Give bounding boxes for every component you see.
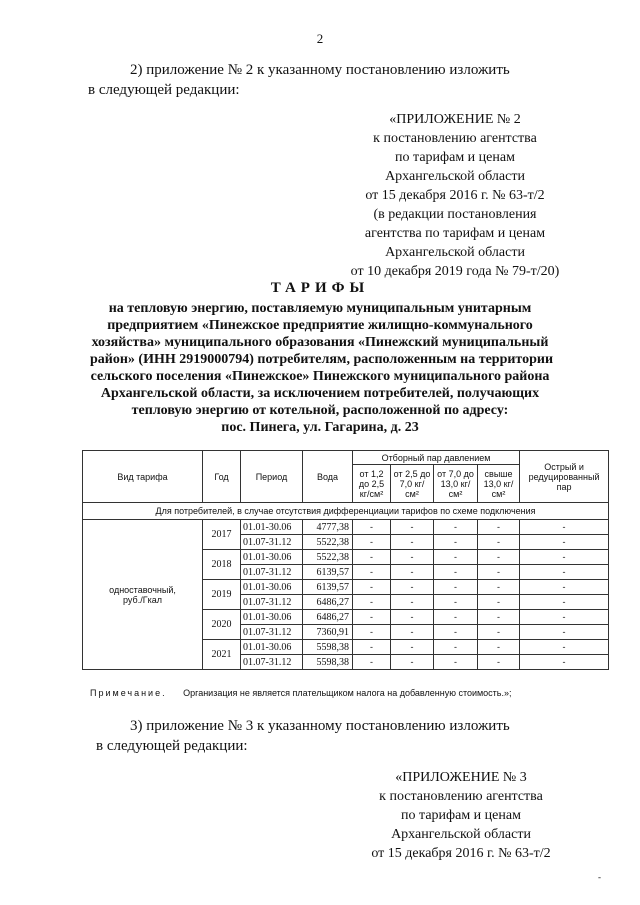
empty-tariff-cell: - [391, 580, 434, 595]
paragraph-3-line-2: в следующей редакции: [96, 738, 248, 754]
empty-tariff-cell: - [353, 625, 391, 640]
appendix-3-block [336, 768, 586, 863]
water-value-cell: 5598,38 [303, 655, 353, 670]
empty-tariff-cell: - [391, 535, 434, 550]
paragraph-2-line-1: 2) приложение № 2 к указанному постановлению изложить [130, 62, 510, 78]
empty-tariff-cell: - [391, 610, 434, 625]
water-value-cell: 6139,57 [303, 565, 353, 580]
period-cell: 01.07-31.12 [241, 565, 303, 580]
heading-line: хозяйства» муниципального образования «Пинежский муниципальный [91, 335, 549, 350]
empty-tariff-cell: - [434, 565, 478, 580]
empty-tariff-cell: - [434, 655, 478, 670]
empty-tariff-cell: - [520, 655, 609, 670]
header-steam-col: от 1,2 до 2,5 кг/см² [353, 465, 391, 503]
empty-tariff-cell: - [478, 640, 520, 655]
header-steam-col: свыше 13,0 кг/см² [478, 465, 520, 503]
page-number: 2 [316, 31, 324, 46]
paragraph-3-line-1: 3) приложение № 3 к указанному постановлению изложить [130, 718, 510, 734]
water-value-cell: 5522,38 [303, 550, 353, 565]
water-value-cell: 7360,91 [303, 625, 353, 640]
empty-tariff-cell: - [391, 550, 434, 565]
empty-tariff-cell: - [520, 535, 609, 550]
appendix-2-line: Архангельской области [385, 245, 525, 260]
period-cell: 01.07-31.12 [241, 625, 303, 640]
period-cell: 01.01-30.06 [241, 520, 303, 535]
period-cell: 01.07-31.12 [241, 535, 303, 550]
empty-tariff-cell: - [353, 535, 391, 550]
heading-line: тепловую энергию от котельной, расположенной по адресу: [131, 403, 509, 418]
heading-line: район» (ИНН 2919000794) потребителям, расположенным на территории [90, 352, 554, 367]
appendix-2-line: к постановлению агентства [373, 131, 537, 146]
year-cell: 2020 [203, 610, 241, 640]
empty-tariff-cell: - [520, 640, 609, 655]
empty-tariff-cell: - [353, 520, 391, 535]
empty-tariff-cell: - [434, 625, 478, 640]
header-year: Год [203, 451, 241, 503]
appendix-3-line: «ПРИЛОЖЕНИЕ № 3 [395, 770, 527, 785]
water-value-cell: 6486,27 [303, 610, 353, 625]
period-cell: 01.01-30.06 [241, 550, 303, 565]
appendix-2-line: от 15 декабря 2016 г. № 63-т/2 [365, 188, 545, 203]
water-value-cell: 5522,38 [303, 535, 353, 550]
tariff-unit-label: руб./Гкал [123, 594, 162, 605]
water-value-cell: 4777,38 [303, 520, 353, 535]
appendix-2-line: «ПРИЛОЖЕНИЕ № 2 [389, 112, 521, 127]
heading-line: предприятием «Пинежское предприятие жилищно-коммунального [107, 318, 533, 333]
empty-tariff-cell: - [353, 565, 391, 580]
header-tariff-type: Вид тарифа [83, 451, 203, 503]
empty-tariff-cell: - [520, 565, 609, 580]
empty-tariff-cell: - [391, 640, 434, 655]
note [90, 688, 512, 698]
empty-tariff-cell: - [434, 595, 478, 610]
empty-tariff-cell: - [478, 550, 520, 565]
year-cell: 2021 [203, 640, 241, 670]
empty-tariff-cell: - [434, 535, 478, 550]
empty-tariff-cell: - [391, 655, 434, 670]
period-cell: 01.01-30.06 [241, 580, 303, 595]
year-cell: 2019 [203, 580, 241, 610]
empty-tariff-cell: - [353, 580, 391, 595]
heading-line: Архангельской области, за исключением потребителей, получающих [100, 386, 540, 401]
empty-tariff-cell: - [478, 535, 520, 550]
empty-tariff-cell: - [520, 550, 609, 565]
appendix-2-line: по тарифам и ценам [395, 150, 515, 165]
note-label: Примечание. [90, 688, 167, 698]
empty-tariff-cell: - [434, 520, 478, 535]
header-steam-col: от 7,0 до 13,0 кг/см² [434, 465, 478, 503]
appendix-3-line: к постановлению агентства [379, 789, 543, 804]
empty-tariff-cell: - [434, 610, 478, 625]
header-sharp-steam: Острый и редуцированный пар [520, 451, 609, 503]
appendix-2-line: агентства по тарифам и ценам [364, 226, 546, 241]
appendix-2-line: от 10 декабря 2019 года № 79-т/20) [350, 264, 560, 279]
empty-tariff-cell: - [478, 595, 520, 610]
empty-tariff-cell: - [520, 610, 609, 625]
appendix-2-line: Архангельской области [385, 169, 525, 184]
empty-tariff-cell: - [520, 625, 609, 640]
period-cell: 01.01-30.06 [241, 640, 303, 655]
empty-tariff-cell: - [391, 565, 434, 580]
empty-tariff-cell: - [434, 550, 478, 565]
paragraph-2-line-2: в следующей редакции: [88, 82, 240, 98]
tariff-type-cell [83, 520, 203, 670]
empty-tariff-cell: - [478, 580, 520, 595]
heading-line: сельского поселения «Пинежское» Пинежского муниципального района [90, 369, 550, 384]
empty-tariff-cell: - [478, 565, 520, 580]
tariff-table [82, 450, 609, 670]
tariff-heading [90, 300, 554, 436]
empty-tariff-cell: - [353, 550, 391, 565]
empty-tariff-cell: - [353, 610, 391, 625]
empty-tariff-cell: - [434, 640, 478, 655]
appendix-3-line: Архангельской области [391, 827, 531, 842]
water-value-cell: 6486,27 [303, 595, 353, 610]
table-row [83, 520, 609, 535]
empty-tariff-cell: - [391, 625, 434, 640]
note-text: Организация не является плательщиком налога на добавленную стоимость.»; [183, 688, 512, 698]
header-steam-col: от 2,5 до 7,0 кг/см² [391, 465, 434, 503]
year-cell: 2018 [203, 550, 241, 580]
empty-tariff-cell: - [391, 595, 434, 610]
appendix-3-line: по тарифам и ценам [401, 808, 521, 823]
empty-tariff-cell: - [478, 610, 520, 625]
empty-tariff-cell: - [353, 595, 391, 610]
heading-line: пос. Пинега, ул. Гагарина, д. 23 [221, 420, 419, 435]
empty-tariff-cell: - [434, 580, 478, 595]
header-water: Вода [303, 451, 353, 503]
water-value-cell: 6139,57 [303, 580, 353, 595]
empty-tariff-cell: - [478, 625, 520, 640]
empty-tariff-cell: - [478, 655, 520, 670]
header-steam-group: Отборный пар давлением [353, 451, 520, 465]
heading-line: на тепловую энергию, поставляемую муниципальным унитарным [108, 301, 532, 316]
water-value-cell: 5598,38 [303, 640, 353, 655]
tariff-type-label: одноставочный, [109, 584, 176, 595]
empty-tariff-cell: - [353, 640, 391, 655]
empty-tariff-cell: - [520, 580, 609, 595]
empty-tariff-cell: - [520, 595, 609, 610]
empty-tariff-cell: - [391, 520, 434, 535]
document-title: ТАРИФЫ [270, 280, 370, 296]
period-cell: 01.07-31.12 [241, 595, 303, 610]
period-cell: 01.07-31.12 [241, 655, 303, 670]
empty-tariff-cell: - [520, 520, 609, 535]
empty-tariff-cell: - [478, 520, 520, 535]
empty-tariff-cell: - [353, 655, 391, 670]
header-period: Период [241, 451, 303, 503]
table-subheader: Для потребителей, в случае отсутствия дифференциации тарифов по схеме подключения [83, 503, 609, 520]
appendix-3-line: от 15 декабря 2016 г. № 63-т/2 [371, 846, 551, 861]
appendix-2-block [330, 110, 580, 281]
year-cell: 2017 [203, 520, 241, 550]
period-cell: 01.01-30.06 [241, 610, 303, 625]
appendix-2-line: (в редакции постановления [373, 207, 537, 222]
footer-mark: - [598, 872, 601, 882]
